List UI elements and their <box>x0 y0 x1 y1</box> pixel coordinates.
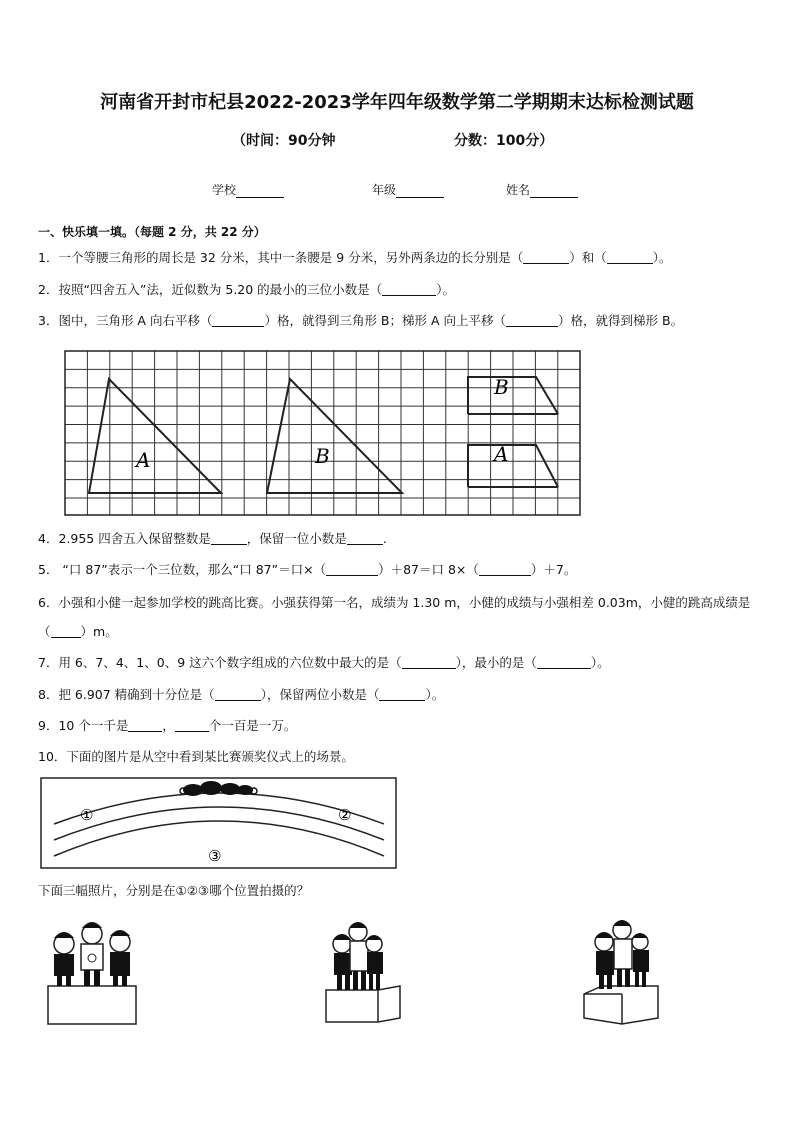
ceremony-stage-figure <box>40 776 398 872</box>
label-trapezoid-b: B <box>494 375 509 399</box>
photo-2-side-view <box>322 914 404 1028</box>
page-title: 河南省开封市杞县2022-2023学年四年级数学第二学期期末达标检测试题 <box>100 92 694 113</box>
question-8: 8．把 6.907 精确到十分位是（ ），保留两位小数是（ ）。 <box>38 687 445 702</box>
question-6: 6．小强和小健一起参加学校的跳高比赛。小强获得第一名，成绩为 1.30 m，小健的成绩与小强相差 0.03m，小健的跳高成绩是（ ）m。 <box>38 595 751 639</box>
answer-blank[interactable] <box>382 282 436 296</box>
answer-blank[interactable] <box>326 562 378 576</box>
answer-blank[interactable] <box>215 687 261 701</box>
question-4: 4．2.955 四舍五入保留整数是 ，保留一位小数是 . <box>38 531 387 546</box>
answer-blank[interactable] <box>523 250 569 264</box>
answer-blank[interactable] <box>506 313 558 327</box>
position-1-label: ① <box>80 806 94 824</box>
question-7: 7．用 6、7、4、1、0、9 这六个数字组成的六位数中最大的是（ ），最小的是（ ）。 <box>38 655 610 670</box>
question-3: 3．图中，三角形 A 向右平移（ ）格，就得到三角形 B；梯形 A 向上平移（ ）格，就得到梯形 B。 <box>38 313 684 328</box>
name-field[interactable] <box>506 181 578 198</box>
triangle-b <box>267 379 402 493</box>
translation-grid-figure <box>64 350 582 518</box>
position-2-label: ② <box>338 806 352 824</box>
photo-1-front-view <box>44 914 140 1028</box>
question-2: 2．按照“四舍五入”法，近似数为 5.20 的最小的三位小数是（ ）。 <box>38 282 455 297</box>
label-triangle-a: A <box>136 448 151 472</box>
exam-score: 分数：100分） <box>454 133 554 149</box>
answer-blank[interactable] <box>347 531 383 545</box>
grade-label: 年级 <box>372 183 397 197</box>
name-label: 姓名 <box>506 183 531 197</box>
question-10-prompt: 下面三幅照片，分别是在①②③哪个位置拍摄的？ <box>38 883 310 898</box>
answer-blank[interactable] <box>212 313 264 327</box>
grade-field[interactable] <box>372 181 444 198</box>
photo-3-angled-view <box>582 914 662 1028</box>
exam-time: （时间：90分钟 <box>232 133 336 149</box>
label-trapezoid-a: A <box>494 442 509 466</box>
question-1: 1．一个等腰三角形的周长是 32 分米，其中一条腰是 9 分米，另外两条边的长分别是（ ）和（ ）。 <box>38 250 672 265</box>
section-heading: 一、快乐填一填。（每题 2 分，共 22 分） <box>38 225 266 239</box>
answer-blank[interactable] <box>211 531 247 545</box>
answer-blank[interactable] <box>607 250 653 264</box>
question-9: 9．10 个一千是 ， 个一百是一万。 <box>38 718 297 733</box>
school-field[interactable] <box>212 181 284 198</box>
question-5: 5． “口 87”表示一个三位数，那么“口 87”＝口×（ ）＋87＝口 8×（ ）＋7。 <box>38 562 577 577</box>
school-label: 学校 <box>212 183 237 197</box>
answer-blank[interactable] <box>128 718 162 732</box>
answer-blank[interactable] <box>479 562 531 576</box>
answer-blank[interactable] <box>175 718 209 732</box>
answer-blank[interactable] <box>379 687 425 701</box>
question-10: 10．下面的图片是从空中看到某比赛颁奖仪式上的场景。 <box>38 749 354 764</box>
answer-blank[interactable] <box>51 624 81 638</box>
answer-blank[interactable] <box>402 655 456 669</box>
position-3-label: ③ <box>208 847 222 865</box>
answer-blank[interactable] <box>537 655 591 669</box>
label-triangle-b: B <box>315 444 330 468</box>
